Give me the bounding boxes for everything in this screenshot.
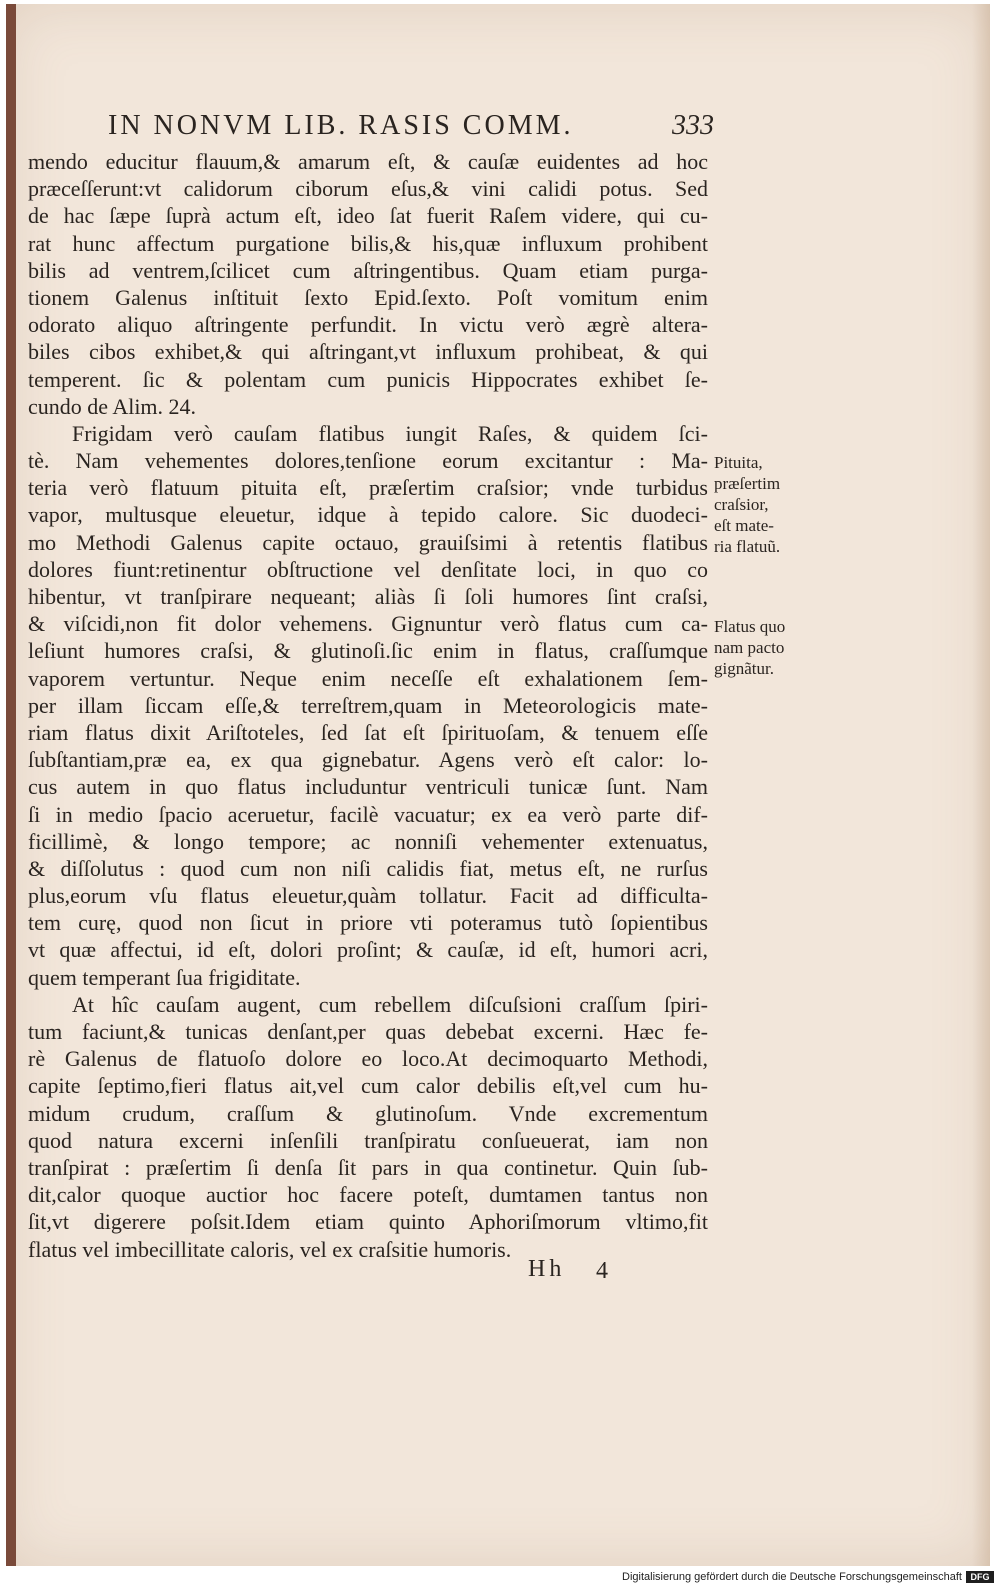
text-line: ſubſtantiam,præ ea, ex qua gignebatur. Agens verò eſt calor: lo- — [28, 747, 708, 773]
marginal-line: gignãtur. — [714, 659, 774, 678]
text-line: & diſſolutus : quod cum non niſi calidis fiat, metus eſt, ne rurſus — [28, 855, 708, 881]
text-line: per illam ſiccam eſſe,& terreſtrem,quam in Meteorologicis mate- — [28, 692, 708, 718]
text-line: tem curę, quod non ſicut in priore vti poteramus tutò ſopientibus — [28, 910, 708, 936]
text-line: odorato aliquo aſtringente perfundit. In victu verò ægrè altera- — [28, 312, 708, 338]
text-line: cundo de Alim. 24. — [28, 393, 197, 419]
text-line: ficillimè, & longo tempore; ac nonniſi vehementer extenuatus, — [28, 828, 708, 854]
text-line: vapor, multusque eleuetur, idque à tepido calore. Sic duodeci- — [28, 502, 708, 528]
marginal-line: Pituita, — [714, 453, 763, 472]
page-number: 333 — [672, 110, 714, 141]
text-line: tè. Nam vehementes dolores,tenſione eorum excitantur : Ma- — [28, 448, 708, 474]
text-line: ſi in medio ſpacio aceruetur, facilè vacuatur; ex ea verò parte dif- — [28, 801, 708, 827]
text-line: ſit,vt digerere poſsit.Idem etiam quinto Aphoriſmorum vltimo,fit — [28, 1209, 708, 1235]
marginal-line: eſt mate- — [714, 516, 774, 535]
page-right-shade — [972, 4, 990, 1566]
marginal-note-pituita — [714, 452, 824, 557]
text-line: vaporem vertuntur. Neque enim neceſſe eſt exhalationem ſem- — [28, 665, 708, 691]
text-line: de hac ſæpe ſuprà actum eſt, ideo ſat fuerit Raſem videre, qui cu- — [28, 203, 708, 229]
text-line: riam flatus dixit Ariſtoteles, ſed ſat eſt ſpirituoſam, & tenuem eſſe — [28, 719, 708, 745]
text-line: temperent. ſic & polentam cum punicis Hippocrates exhibet ſe- — [28, 366, 708, 392]
text-line: biles cibos exhibet,& qui aſtringant,vt influxum prohibeat, & qui — [28, 339, 708, 365]
text-line: tum faciunt,& tunicas denſant,per quas debebat excerni. Hæc fe- — [28, 1019, 708, 1044]
text-line: præceſſerunt:vt calidorum ciborum eſus,& vini calidi potus. Sed — [28, 176, 708, 202]
signature-number: 4 — [596, 1258, 608, 1284]
marginal-note-flatus — [714, 616, 824, 679]
marginal-line: præſertim — [714, 474, 781, 493]
text-line: flatus vel imbecillitate caloris, vel ex craſsitie humoris. — [28, 1236, 512, 1262]
text-line: midum crudum, craſſum & glutinoſum. Vnde excrementum — [28, 1100, 708, 1126]
text-line: quod natura excerni inſenſili tranſpiratu conſueuerat, iam non — [28, 1127, 708, 1153]
text-line: teria verò flatuum pituita eſt, præſertim craſsior; vnde turbidus — [28, 475, 708, 501]
main-text-block — [28, 148, 708, 1263]
digitization-credit: Digitalisierung gefördert durch die Deutsche Forschungsgemeinschaft — [622, 1571, 962, 1583]
text-line: capite ſeptimo,fieri flatus ait,vel cum calor debilis eſt,vel cum hu- — [28, 1073, 708, 1099]
page-binding-edge — [6, 4, 16, 1566]
text-line: dit,calor quoque auctior hoc facere poteſt, dumtamen tantus non — [28, 1182, 708, 1208]
marginal-line: Flatus quo — [714, 617, 786, 636]
text-line: rat hunc affectum purgatione bilis,& his,quæ influxum prohibent — [28, 230, 708, 256]
text-line: plus,eorum vſu flatus eleuetur,quàm tollatur. Facit ad difficulta- — [28, 883, 708, 909]
marginal-line: nam pacto — [714, 638, 785, 657]
marginal-line: craſsior, — [714, 495, 769, 514]
text-line: quem temperant ſua frigiditate. — [28, 964, 301, 990]
text-line: tionem Galenus inſtituit ſexto Epid.ſexto. Poſt vomitum enim — [28, 284, 708, 310]
text-line: rè Galenus de flatuoſo dolore eo loco.At decimoquarto Methodi, — [28, 1046, 708, 1072]
text-line: At hîc cauſam augent, cum rebellem diſcuſsioni craſſum ſpiri- — [72, 991, 708, 1017]
marginal-line: ria flatuũ. — [714, 537, 781, 556]
text-line: leſiunt humores craſsi, & glutinoſi.ſic enim in flatus, craſſumque — [28, 638, 708, 664]
signature-mark: Hh — [528, 1256, 566, 1282]
text-line: cus autem in quo flatus includuntur ventriculi tunicæ ſunt. Nam — [28, 774, 708, 800]
text-line: dolores fiunt:retinentur obſtructione vel denſitate loci, in quo co — [28, 556, 708, 582]
text-line: hibentur, vt tranſpirare nequeant; aliàs ſi ſoli humores ſint craſsi, — [28, 584, 708, 609]
text-line: mo Methodi Galenus capite octauo, grauiſsimi à retentis flatibus — [28, 529, 708, 555]
text-line: vt quæ affectui, id eſt, dolori proſint; & cauſæ, id eſt, humori acri, — [28, 937, 708, 963]
running-head: IN NONVM LIB. RASIS COMM. — [108, 110, 574, 141]
dfg-logo: DFG — [966, 1571, 994, 1583]
text-line: Frigidam verò cauſam flatibus iungit Raſes, & quidem ſci- — [72, 420, 708, 446]
text-line: bilis ad ventrem,ſcilicet cum aſtringentibus. Quam etiam purga- — [28, 257, 708, 283]
text-line: & viſcidi,non fit dolor vehemens. Gignuntur verò flatus cum ca- — [28, 611, 708, 637]
text-line: mendo educitur flauum,& amarum eſt, & cauſæ euidentes ad hoc — [28, 149, 708, 174]
text-line: tranſpirat : præſertim ſi denſa ſit pars in qua continetur. Quin ſub- — [28, 1154, 708, 1180]
